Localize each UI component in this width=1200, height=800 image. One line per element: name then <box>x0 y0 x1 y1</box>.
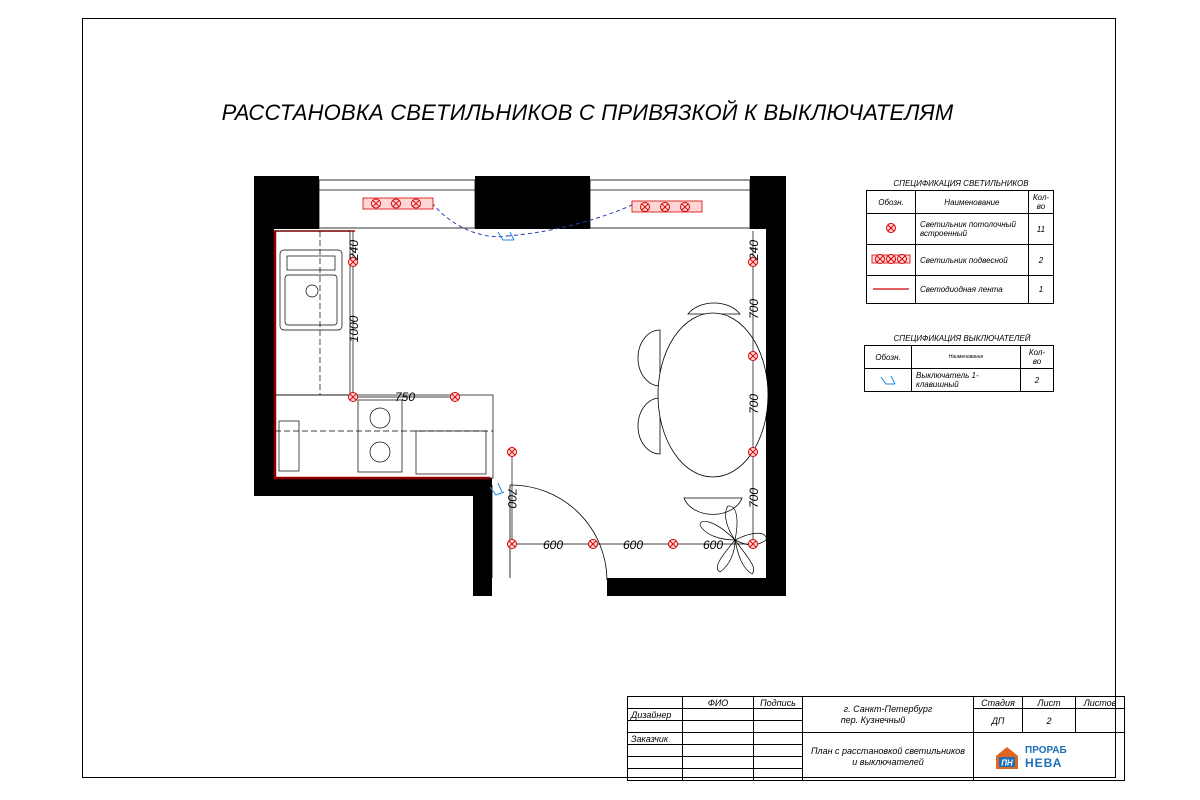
stamp-address-1: г. Санкт-Петербург <box>843 703 933 714</box>
stamp-doc-1: План с расстановкой светильников <box>810 745 965 756</box>
lights-row-qty: 11 <box>1028 214 1053 245</box>
lights-row-name: Светильник подвесной <box>916 245 1029 276</box>
title-block <box>627 696 1125 781</box>
lights-row-qty: 1 <box>1028 276 1053 304</box>
stamp-sheet-label: Лист <box>1023 697 1076 709</box>
switch-col-mark: Обозн. <box>865 346 912 369</box>
dim-right-1: 700 <box>747 298 761 320</box>
lights-spec-caption: СПЕЦИФИКАЦИЯ СВЕТИЛЬНИКОВ <box>893 179 1029 188</box>
lights-row-name: Светильник потолочный встроенный <box>916 214 1029 245</box>
drawing-title: РАССТАНОВКА СВЕТИЛЬНИКОВ С ПРИВЯЗКОЙ К ВЫКЛЮЧАТЕЛЯМ <box>221 100 954 125</box>
company-logo <box>974 733 1125 781</box>
switch-col-name: Наименование <box>912 346 1021 369</box>
switch-row-qty: 2 <box>1021 369 1054 392</box>
dim-right-top: 240 <box>747 239 761 261</box>
kitchen-units <box>275 231 493 478</box>
lights-row <box>867 245 1054 276</box>
lights-row <box>867 214 1054 245</box>
dim-bottom-3: 600 <box>702 538 724 552</box>
dim-right-2: 700 <box>747 393 761 415</box>
stamp-stage: ДП <box>974 709 1023 733</box>
lights-spec-table <box>866 190 1054 304</box>
lights-row <box>867 276 1054 304</box>
dim-left-top: 240 <box>347 239 361 261</box>
dim-counter: 750 <box>394 390 416 404</box>
led-strip-icon <box>873 286 909 292</box>
lights-col-qty: Кол-во <box>1028 191 1053 214</box>
lights-col-mark: Обозн. <box>867 191 916 214</box>
dim-bottom-1: 600 <box>542 538 564 552</box>
stamp-client: Заказчик <box>628 733 683 745</box>
dim-left-mid: 1000 <box>347 315 361 343</box>
ceiling-light-icon <box>885 222 897 234</box>
stamp-designer: Дизайнер <box>628 709 683 721</box>
dim-bottom-2: 600 <box>622 538 644 552</box>
lights-col-name: Наименование <box>916 191 1029 214</box>
switch-icon <box>878 373 898 385</box>
lights-row-name: Светодиодная лента <box>916 276 1029 304</box>
stamp-doc-2: и выключателей <box>852 756 924 767</box>
switch-spec-caption: СПЕЦИФИКАЦИЯ ВЫКЛЮЧАТЕЛЕЙ <box>893 334 1031 343</box>
stamp-sheets-label: Листов <box>1076 697 1125 709</box>
stamp-stage-label: Стадия <box>974 697 1023 709</box>
pendant-light-right <box>632 201 702 212</box>
logo-house-icon <box>994 744 1020 770</box>
switch-row-name: Выключатель 1-клавишный <box>912 369 1021 392</box>
logo-line-1: ПРОРАБ <box>1025 744 1067 756</box>
stamp-sheets <box>1076 709 1125 733</box>
lights-row-qty: 2 <box>1028 245 1053 276</box>
stamp-fio: ФИО <box>683 697 754 709</box>
stamp-sheet: 2 <box>1023 709 1076 733</box>
stamp-signature: Подпись <box>754 697 803 709</box>
dim-door: 700 <box>505 487 519 509</box>
pendant-light-left <box>363 198 433 209</box>
switch-row <box>865 369 1054 392</box>
led-strip <box>274 231 490 478</box>
switch-col-qty: Кол-во <box>1021 346 1054 369</box>
logo-line-2: НЕВА <box>1025 755 1063 770</box>
svg-text:ПН: ПН <box>1001 758 1013 767</box>
pendant-light-icon <box>871 254 911 264</box>
dim-right-3: 700 <box>747 487 761 509</box>
switch-spec-table <box>864 345 1054 392</box>
stamp-address-2: пер. Кузнечный <box>840 714 906 725</box>
